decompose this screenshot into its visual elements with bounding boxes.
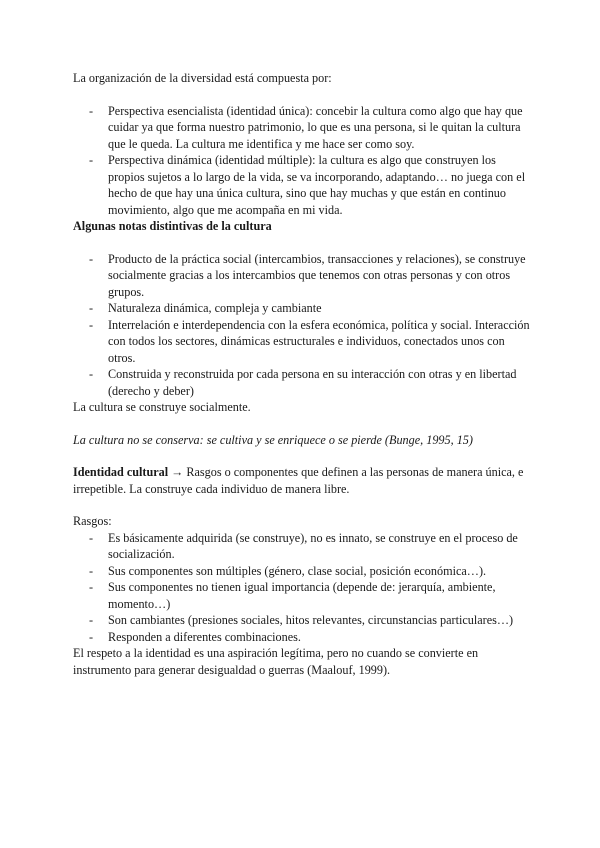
- list-item-trait: - Sus componentes no tienen igual importancia (depende de: jerarquía, ambiente, momento…): [73, 579, 533, 612]
- list-item-note: - Construida y reconstruida por cada persona en su interacción con otras y en libertad (derecho y deber): [73, 366, 533, 399]
- notes-list: [73, 251, 533, 400]
- list-item-trait: - Son cambiantes (presiones sociales, hitos relevantes, circunstancias particulares…): [73, 612, 533, 629]
- identity-definition-text: Rasgos o componentes que definen a las personas de manera única, e irrepetible. La construye cada individuo de manera libre.: [73, 465, 524, 496]
- arrow-right-icon: →: [171, 465, 184, 479]
- document-page: [73, 70, 533, 694]
- list-item-perspective-dynamic: - Perspectiva dinámica (identidad múltiple): la cultura es algo que construyen los propios sujetos a lo largo de la vida, se va incorporando, adaptando… no juega con el hecho de que hay una única cultura, sino que hay muchas y que están en continuo movimiento, algo que me acompaña en mi vida.: [73, 152, 533, 218]
- social-statement: La cultura se construye socialmente.: [73, 400, 251, 414]
- traits-label: Rasgos:: [73, 514, 112, 528]
- identity-definition: [73, 464, 533, 497]
- list-item-trait: - Es básicamente adquirida (se construye), no es innato, se construye en el proceso de socialización.: [73, 530, 533, 563]
- traits-list: [73, 530, 533, 646]
- list-item-note: - Producto de la práctica social (intercambios, transacciones y relaciones), se construye socialmente gracias a los intercambios que tenemos con otras personas y con otros grupos.: [73, 251, 533, 301]
- list-item-perspective-essentialist: - Perspectiva esencialista (identidad única): concebir la cultura como algo que hay que cuidar ya que forma nuestro patrimonio, lo que es una persona, si le quitan la cultura que le queda. La cultura me identifica y me hace ser como soy.: [73, 103, 533, 153]
- closing-paragraph: El respeto a la identidad es una aspiración legítima, pero no cuando se convierte en instrumento para generar desigualdad o guerras (Maalouf, 1999).: [73, 646, 479, 677]
- list-item-trait: - Sus componentes son múltiples (género, clase social, posición económica…).: [73, 563, 533, 580]
- list-item-trait: - Responden a diferentes combinaciones.: [73, 629, 533, 646]
- identity-term: Identidad cultural: [73, 465, 169, 479]
- list-item-note: - Naturaleza dinámica, compleja y cambiante: [73, 300, 533, 317]
- perspectives-list: [73, 103, 533, 219]
- list-item-note: - Interrelación e interdependencia con la esfera económica, política y social. Interacción con todos los sectores, dinámicas estructurales e individuos, conectados unos con otros.: [73, 317, 533, 367]
- intro-text: La organización de la diversidad está compuesta por:: [73, 71, 332, 85]
- bunge-quote: La cultura no se conserva: se cultiva y se enriquece o se pierde (Bunge, 1995, 15): [73, 432, 473, 447]
- section-heading-notes: Algunas notas distintivas de la cultura: [73, 219, 272, 233]
